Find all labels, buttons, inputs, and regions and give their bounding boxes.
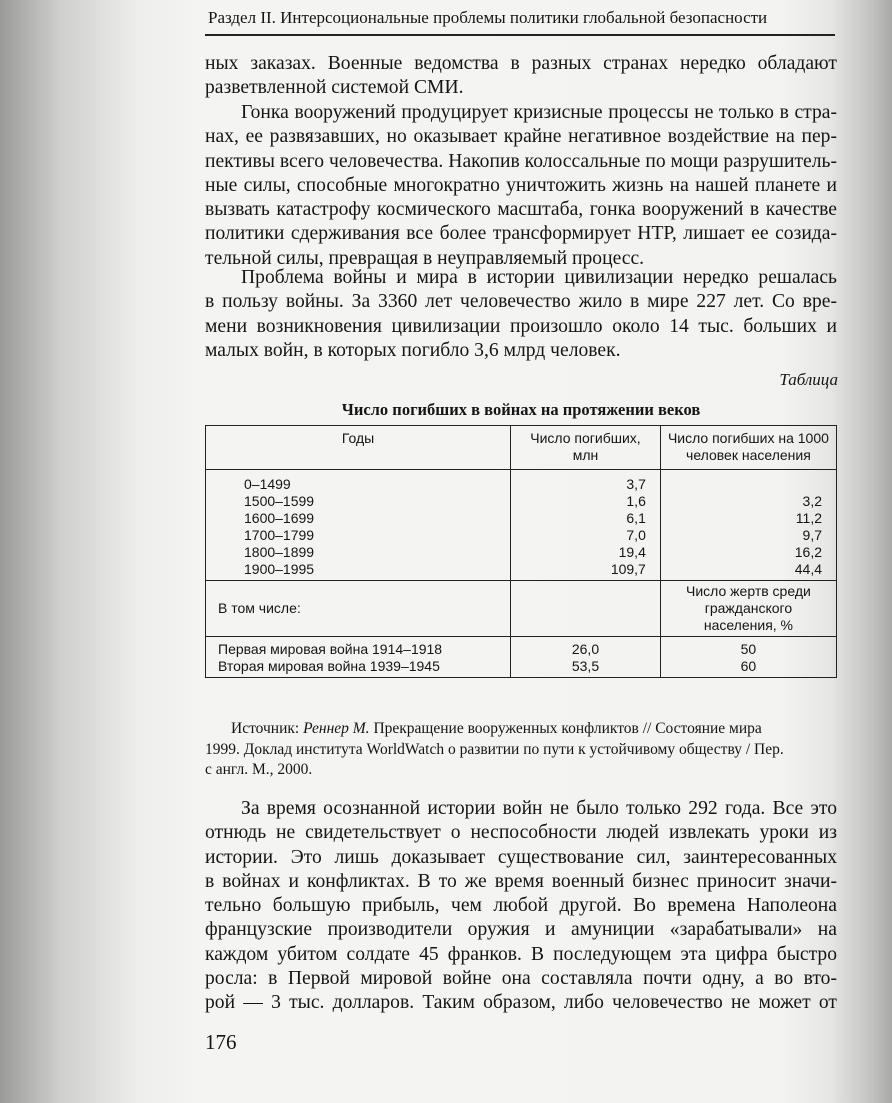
cell-per1000: 11,2: [660, 510, 836, 527]
text-line: каждом убитом солдате 45 франков. В последующем эта цифра быстро: [205, 943, 837, 965]
table-source-note: [205, 719, 837, 781]
table-row: [206, 510, 837, 527]
text-line: Гонка вооружений продуцирует кризисные процессы не только в стра-: [241, 102, 837, 123]
cell-years: 0–1499: [206, 470, 511, 494]
text-line: истории. Это лишь доказывает существование сил, заинтересованных: [205, 846, 837, 868]
cell-years: 1500–1599: [206, 493, 511, 510]
table-row: [206, 561, 837, 581]
text-line: малых войн, в которых погибло 3,6 млрд человек.: [205, 339, 621, 361]
including-label: В том числе:: [206, 581, 511, 637]
header-years: Годы: [206, 426, 511, 470]
cell-per1000: 9,7: [660, 527, 836, 544]
paragraph-3: [205, 266, 837, 363]
header-rule: [205, 34, 835, 36]
cell-per1000: 3,2: [660, 493, 836, 510]
text-line: в войнах и конфликтах. В то же время военный бизнес приносит значи-: [205, 870, 837, 892]
page-number: 176: [205, 1030, 237, 1054]
header-dead: Число погибших, млн: [511, 426, 661, 470]
source-title: Прекращение вооруженных конфликтов // Состояние мира: [369, 720, 762, 737]
cell-years: 1600–1699: [206, 510, 511, 527]
header-per1000: Число погибших на 1000 человек населения: [660, 426, 836, 470]
cell-per1000: 16,2: [660, 544, 836, 561]
text-line: тельно большую прибыль, чем любой другой. Во времена Наполеона: [205, 895, 837, 917]
table-label: Таблица: [779, 370, 838, 389]
cell-civil: 50: [660, 637, 836, 659]
text-line: За время осознанной истории войн не было только 292 года. Все это: [241, 798, 837, 819]
table-subheader-row: [206, 581, 837, 637]
source-line: [205, 719, 837, 740]
cell-years: 1800–1899: [206, 544, 511, 561]
civil-header: Число жертв среди гражданского населения, %: [660, 581, 836, 637]
table-row: [206, 637, 837, 659]
source-author: Реннер М.: [303, 720, 370, 737]
table-title: Число погибших в войнах на протяжении веков: [341, 400, 701, 419]
table-row: [206, 493, 837, 510]
table-row: [206, 544, 837, 561]
text-line: рой — 3 тыс. долларов. Таким образом, либо человечество не может от: [205, 992, 837, 1014]
paragraph-2: [205, 101, 837, 271]
text-line: вызвать катастрофу космического масштаба, гонка вооружений в качестве: [205, 199, 837, 221]
source-line: с англ. М., 2000.: [205, 761, 313, 778]
source-line: 1999. Доклад института WorldWatch о развитии по пути к устойчивому обществу / Пер.: [205, 740, 784, 758]
running-head: Раздел II. Интерсоциональные проблемы политики глобальной безопасности: [208, 8, 768, 27]
cell-years: 1900–1995: [206, 561, 511, 581]
cell-dead: 6,1: [511, 510, 661, 527]
cell-war-name: Вторая мировая война 1939–1945: [206, 658, 511, 678]
text-line: ные силы, способные многократно уничтожить жизнь на нашей планете и: [205, 174, 837, 196]
text-line: разветвленной системой СМИ.: [205, 77, 464, 99]
cell-dead: 3,7: [511, 470, 661, 494]
text-line: тельной силы, превращая в неуправляемый процесс.: [205, 247, 645, 269]
casualties-table: [205, 425, 837, 678]
cell-war-name: Первая мировая война 1914–1918: [206, 637, 511, 659]
text-line: отнюдь не свидетельствует о неспособности людей извлекать уроки из: [205, 822, 837, 844]
paragraph-4: [205, 797, 837, 1016]
text-line: французские производители оружия и амуниции «зарабатывали» на: [205, 919, 837, 941]
table-row: [206, 470, 837, 494]
empty-cell: [511, 581, 661, 637]
cell-dead: 26,0: [511, 637, 661, 659]
text-line: росла: в Первой мировой войне она составляла почти одну, а во вто-: [205, 968, 837, 990]
text-line: Проблема войны и мира в истории цивилизации нередко решалась: [241, 267, 837, 288]
paragraph-1: [205, 52, 837, 101]
source-prefix: Источник:: [231, 720, 304, 737]
text-line: политики сдерживания все более трансформирует НТР, лишает ее созида-: [205, 223, 837, 245]
cell-dead: 19,4: [511, 544, 661, 561]
text-line: ных заказах. Военные ведомства в разных странах нередко обладают: [205, 53, 837, 74]
cell-dead: 7,0: [511, 527, 661, 544]
table-row: [206, 527, 837, 544]
cell-per1000: [660, 470, 836, 494]
text-line: нах, ее развязавших, но оказывает крайне негативное воздействие на пер-: [205, 126, 837, 148]
cell-dead: 1,6: [511, 493, 661, 510]
text-line: в пользу войны. За 3360 лет человечество жило в мире 227 лет. Со вре-: [205, 291, 837, 313]
cell-years: 1700–1799: [206, 527, 511, 544]
table-row: [206, 658, 837, 678]
cell-civil: 60: [660, 658, 836, 678]
cell-dead: 53,5: [511, 658, 661, 678]
text-line: мени возникновения цивилизации произошло около 14 тыс. больших и: [205, 315, 837, 337]
cell-dead: 109,7: [511, 561, 661, 581]
text-line: пективы всего человечества. Накопив колоссальные по мощи разрушитель-: [205, 150, 837, 172]
table-header-row: [206, 426, 837, 470]
cell-per1000: 44,4: [660, 561, 836, 581]
